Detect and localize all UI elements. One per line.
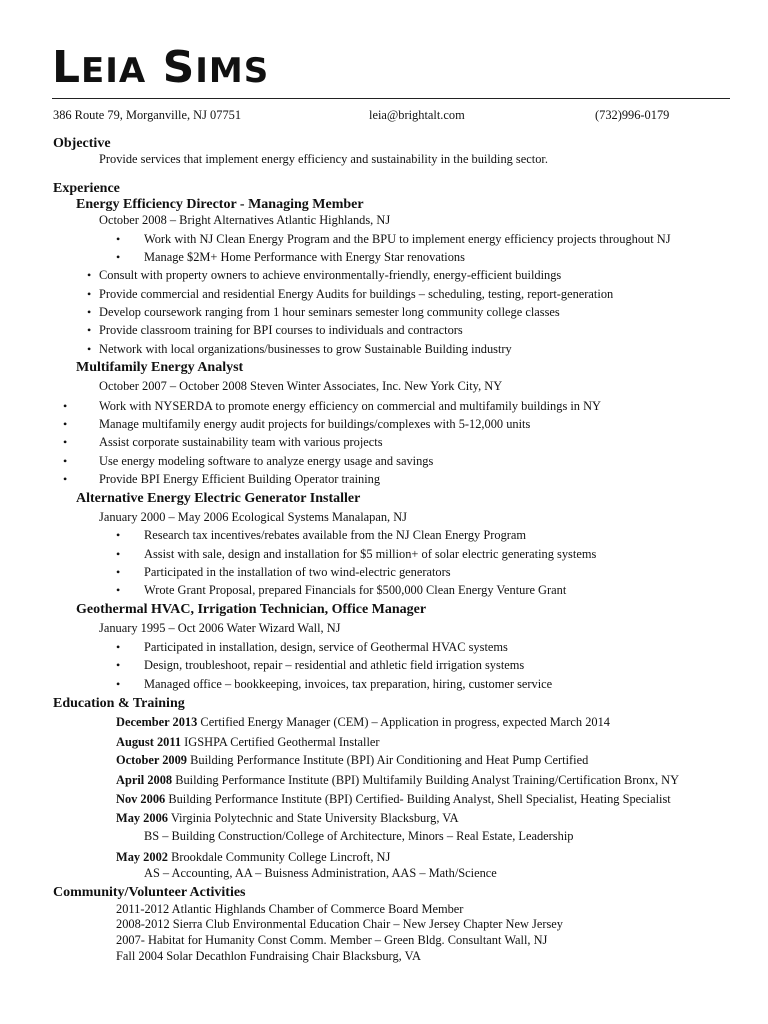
job-bullet: Provide BPI Energy Efficient Building Operator training xyxy=(99,472,381,486)
job-bullet: Provide classroom training for BPI courses to individuals and contractors xyxy=(99,323,463,337)
job-bullet: Develop coursework ranging from 1 hour seminars semester long community college classes xyxy=(99,305,560,319)
experience-heading: Experience xyxy=(53,181,120,196)
bullet-icon: • xyxy=(116,528,121,542)
job-dates: October 2008 – Bright Alternatives Atlantic Highlands, NJ xyxy=(99,213,391,227)
job-bullet: Assist corporate sustainability team with various projects xyxy=(99,435,383,449)
job-bullet: Design, troubleshoot, repair – residential and athletic field irrigation systems xyxy=(144,658,525,672)
education-date: Nov 2006 xyxy=(116,792,166,806)
objective-heading: Objective xyxy=(53,136,111,151)
job-bullet: Provide commercial and residential Energy Audits for buildings – scheduling, testing, report-generation xyxy=(99,287,614,301)
job-bullet: Work with NYSERDA to promote energy efficiency on commercial and multifamily buildings in NY xyxy=(99,399,601,413)
bullet-icon: • xyxy=(63,435,68,449)
job-bullet: Participated in the installation of two wind-electric generators xyxy=(144,565,451,579)
education-item xyxy=(116,774,679,786)
education-date: October 2009 xyxy=(116,753,188,767)
job-bullet: Manage $2M+ Home Performance with Energy Star renovations xyxy=(144,250,465,264)
job-bullet: Manage multifamily energy audit projects for buildings/complexes with 5-12,000 units xyxy=(99,417,531,431)
education-date: August 2011 xyxy=(116,735,182,749)
contact-phone: (732)996-0179 xyxy=(595,108,670,122)
bullet-icon: • xyxy=(116,250,121,264)
education-text: IGSHPA Certified Geothermal Installer xyxy=(181,735,380,749)
education-item xyxy=(116,736,380,748)
name-first-initial: L xyxy=(52,42,82,93)
header-rule xyxy=(52,98,730,99)
education-item xyxy=(116,851,390,863)
job-bullet: Work with NJ Clean Energy Program and the BPU to implement energy efficiency projects throughout NJ xyxy=(144,232,671,246)
education-text: Building Performance Institute (BPI) Multifamily Building Analyst Training/Certification Bronx, NY xyxy=(172,773,680,787)
name-first-rest: EIA xyxy=(81,51,147,91)
education-item xyxy=(116,793,671,805)
objective-text: Provide services that implement energy efficiency and sustainability in the building sector. xyxy=(99,152,548,166)
contact-email[interactable]: leia@brightalt.com xyxy=(369,108,465,122)
job-bullet: Network with local organizations/businesses to grow Sustainable Building industry xyxy=(99,342,512,356)
resume-name xyxy=(52,42,270,93)
bullet-icon: • xyxy=(116,677,121,691)
bullet-icon: • xyxy=(63,472,68,486)
education-text: Brookdale Community College Lincroft, NJ xyxy=(167,850,391,864)
education-date: May 2006 xyxy=(116,811,168,825)
contact-address: 386 Route 79, Morganville, NJ 07751 xyxy=(53,108,242,122)
bullet-icon: • xyxy=(87,268,92,282)
bullet-icon: • xyxy=(87,305,92,319)
bullet-icon: • xyxy=(116,547,121,561)
education-text: Building Performance Institute (BPI) Air Conditioning and Heat Pump Certified xyxy=(187,753,589,767)
community-heading: Community/Volunteer Activities xyxy=(53,885,246,900)
education-text: Certified Energy Manager (CEM) – Application in progress, expected March 2014 xyxy=(197,715,611,729)
bullet-icon: • xyxy=(87,323,92,337)
job-bullet: Wrote Grant Proposal, prepared Financials for $500,000 Clean Energy Venture Grant xyxy=(144,583,567,597)
bullet-icon: • xyxy=(116,640,121,654)
bullet-icon: • xyxy=(116,658,121,672)
bullet-icon: • xyxy=(87,342,92,356)
job-bullet: Research tax incentives/rebates available from the NJ Clean Energy Program xyxy=(144,528,527,542)
education-heading: Education & Training xyxy=(53,696,185,711)
job-bullet: Assist with sale, design and installation for $5 million+ of solar electric generating systems xyxy=(144,547,597,561)
bullet-icon: • xyxy=(63,417,68,431)
education-item xyxy=(116,812,459,824)
name-last-rest: IMS xyxy=(195,51,270,91)
bullet-icon: • xyxy=(116,583,121,597)
job-bullet: Consult with property owners to achieve environmentally-friendly, energy-efficient buildings xyxy=(99,268,562,282)
community-item: 2007- Habitat for Humanity Const Comm. Member – Green Bldg. Consultant Wall, NJ xyxy=(116,933,548,947)
job-title: Energy Efficiency Director - Managing Member xyxy=(76,197,364,212)
job-dates: January 2000 – May 2006 Ecological Systems Manalapan, NJ xyxy=(99,510,407,524)
job-dates: October 2007 – October 2008 Steven Winter Associates, Inc. New York City, NY xyxy=(99,379,503,393)
education-item xyxy=(116,716,610,728)
name-last-initial: S xyxy=(162,42,196,93)
bullet-icon: • xyxy=(116,232,121,246)
job-title: Alternative Energy Electric Generator Installer xyxy=(76,491,361,506)
community-item: 2011-2012 Atlantic Highlands Chamber of Commerce Board Member xyxy=(116,902,464,916)
job-bullet: Use energy modeling software to analyze energy usage and savings xyxy=(99,454,434,468)
job-bullet: Participated in installation, design, service of Geothermal HVAC systems xyxy=(144,640,508,654)
education-date: May 2002 xyxy=(116,850,168,864)
bullet-icon: • xyxy=(116,565,121,579)
education-text: Building Performance Institute (BPI) Certified- Building Analyst, Shell Specialist, Heating Specialist xyxy=(165,792,671,806)
bullet-icon: • xyxy=(63,399,68,413)
education-date: December 2013 xyxy=(116,715,198,729)
education-sub: AS – Accounting, AA – Buisness Administration, AAS – Math/Science xyxy=(144,866,497,880)
job-title: Multifamily Energy Analyst xyxy=(76,360,244,375)
education-date: April 2008 xyxy=(116,773,173,787)
bullet-icon: • xyxy=(63,454,68,468)
bullet-icon: • xyxy=(87,287,92,301)
job-dates: January 1995 – Oct 2006 Water Wizard Wall, NJ xyxy=(99,621,341,635)
job-title: Geothermal HVAC, Irrigation Technician, Office Manager xyxy=(76,602,427,617)
job-bullet: Managed office – bookkeeping, invoices, tax preparation, hiring, customer service xyxy=(144,677,553,691)
community-item: 2008-2012 Sierra Club Environmental Education Chair – New Jersey Chapter New Jersey xyxy=(116,917,563,931)
education-sub: BS – Building Construction/College of Architecture, Minors – Real Estate, Leadership xyxy=(144,829,574,843)
education-text: Virginia Polytechnic and State University Blacksburg, VA xyxy=(167,811,459,825)
community-item: Fall 2004 Solar Decathlon Fundraising Chair Blacksburg, VA xyxy=(116,949,421,963)
education-item xyxy=(116,754,588,766)
